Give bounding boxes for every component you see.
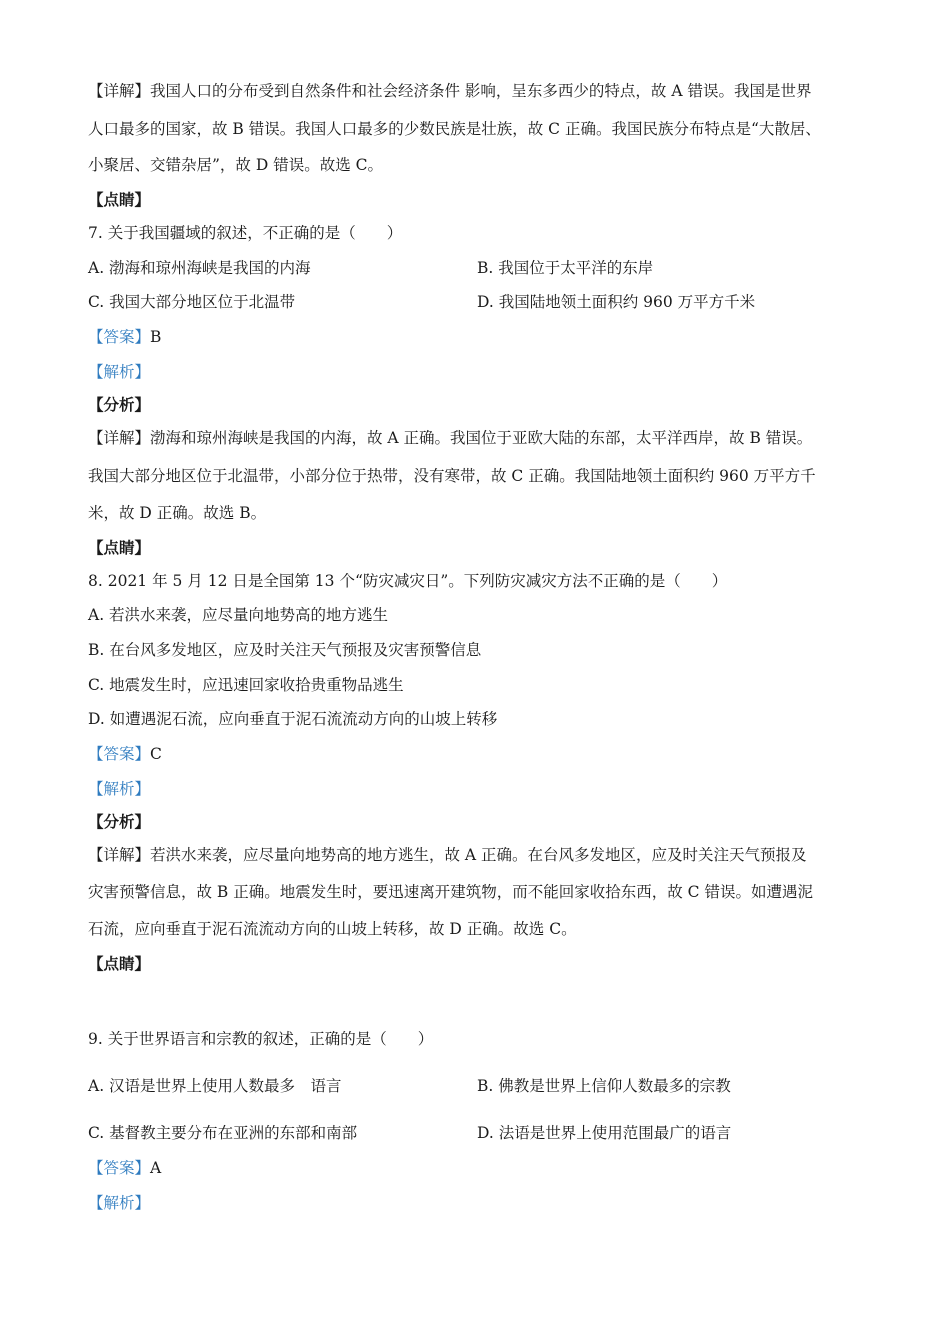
q7-detail-line-2: 我国大部分地区位于北温带，小部分位于热带，没有寒带，故 C 正确。我国陆地领土面积约 960 万平方千 (88, 467, 816, 485)
q9-option-b: B. 佛教是世界上信仰人数最多的宗教 (477, 1077, 731, 1095)
prev-detail-line-3: 小聚居、交错杂居”，故 D 错误。故选 C。 (88, 156, 383, 174)
q8-detail-line-1: 【详解】若洪水来袭，应尽量向地势高的地方逃生，故 A 正确。在台风多发地区，应及时关注天气预报及 (88, 846, 807, 864)
q9-jiexi-label: 【解析】 (88, 1194, 151, 1212)
q7-jiexi-label: 【解析】 (88, 363, 151, 381)
q9-option-c: C. 基督教主要分布在亚洲的东部和南部 (88, 1124, 358, 1142)
q8-dianjing-label: 【点睛】 (88, 954, 151, 973)
prev-detail-line-1: 【详解】我国人口的分布受到自然条件和社会经济条件 影响，呈东多西少的特点，故 A 错误。我国是世界 (88, 82, 812, 100)
q8-detail-line-3: 石流，应向垂直于泥石流流动方向的山坡上转移，故 D 正确。故选 C。 (88, 920, 577, 938)
q7-dianjing-label: 【点睛】 (88, 538, 151, 557)
q7-answer (88, 327, 161, 347)
q9-option-a: A. 汉语是世界上使用人数最多 语言 (88, 1077, 342, 1095)
q8-option-c: C. 地震发生时，应迅速回家收拾贵重物品逃生 (88, 676, 404, 694)
q9-option-d: D. 法语是世界上使用范围最广的语言 (477, 1124, 732, 1142)
q9-answer-value: A (150, 1159, 162, 1177)
q7-option-c: C. 我国大部分地区位于北温带 (88, 293, 296, 311)
q7-option-d: D. 我国陆地领土面积约 960 万平方千米 (477, 293, 756, 311)
q7-detail-line-3: 米，故 D 正确。故选 B。 (88, 504, 267, 522)
q8-option-d: D. 如遭遇泥石流，应向垂直于泥石流流动方向的山坡上转移 (88, 710, 498, 728)
q9-answer-label: 【答案】 (88, 1159, 151, 1177)
q8-jiexi-label: 【解析】 (88, 780, 151, 798)
prev-detail-line-2: 人口最多的国家，故 B 错误。我国人口最多的少数民族是壮族，故 C 正确。我国民族分布特点是“大散居、 (88, 120, 821, 138)
q7-answer-value: B (150, 328, 162, 346)
q8-answer-label: 【答案】 (88, 745, 151, 763)
q8-answer (88, 744, 162, 764)
q7-fenxi-label: 【分析】 (88, 395, 151, 414)
q8-option-a: A. 若洪水来袭，应尽量向地势高的地方逃生 (88, 606, 389, 624)
q8-option-b: B. 在台风多发地区，应及时关注天气预报及灾害预警信息 (88, 641, 482, 659)
q8-stem: 8. 2021 年 5 月 12 日是全国第 13 个“防灾减灾日”。下列防灾减灾方法不正确的是（ ） (88, 572, 728, 590)
q8-detail-line-2: 灾害预警信息，故 B 正确。地震发生时，要迅速离开建筑物，而不能回家收拾东西，故 C 错误。如遭遇泥 (88, 883, 813, 901)
q8-answer-value: C (150, 745, 162, 763)
q9-stem: 9. 关于世界语言和宗教的叙述，正确的是（ ） (88, 1030, 434, 1048)
q9-answer (88, 1158, 161, 1178)
prev-dianjing-label: 【点睛】 (88, 190, 151, 209)
q7-detail-line-1: 【详解】渤海和琼州海峡是我国的内海，故 A 正确。我国位于亚欧大陆的东部，太平洋西岸，故 B 错误。 (88, 429, 813, 447)
q7-option-b: B. 我国位于太平洋的东岸 (477, 259, 654, 277)
q7-answer-label: 【答案】 (88, 328, 151, 346)
q7-option-a: A. 渤海和琼州海峡是我国的内海 (88, 259, 311, 277)
q7-stem: 7. 关于我国疆域的叙述，不正确的是（ ） (88, 224, 403, 242)
q8-fenxi-label: 【分析】 (88, 812, 151, 831)
